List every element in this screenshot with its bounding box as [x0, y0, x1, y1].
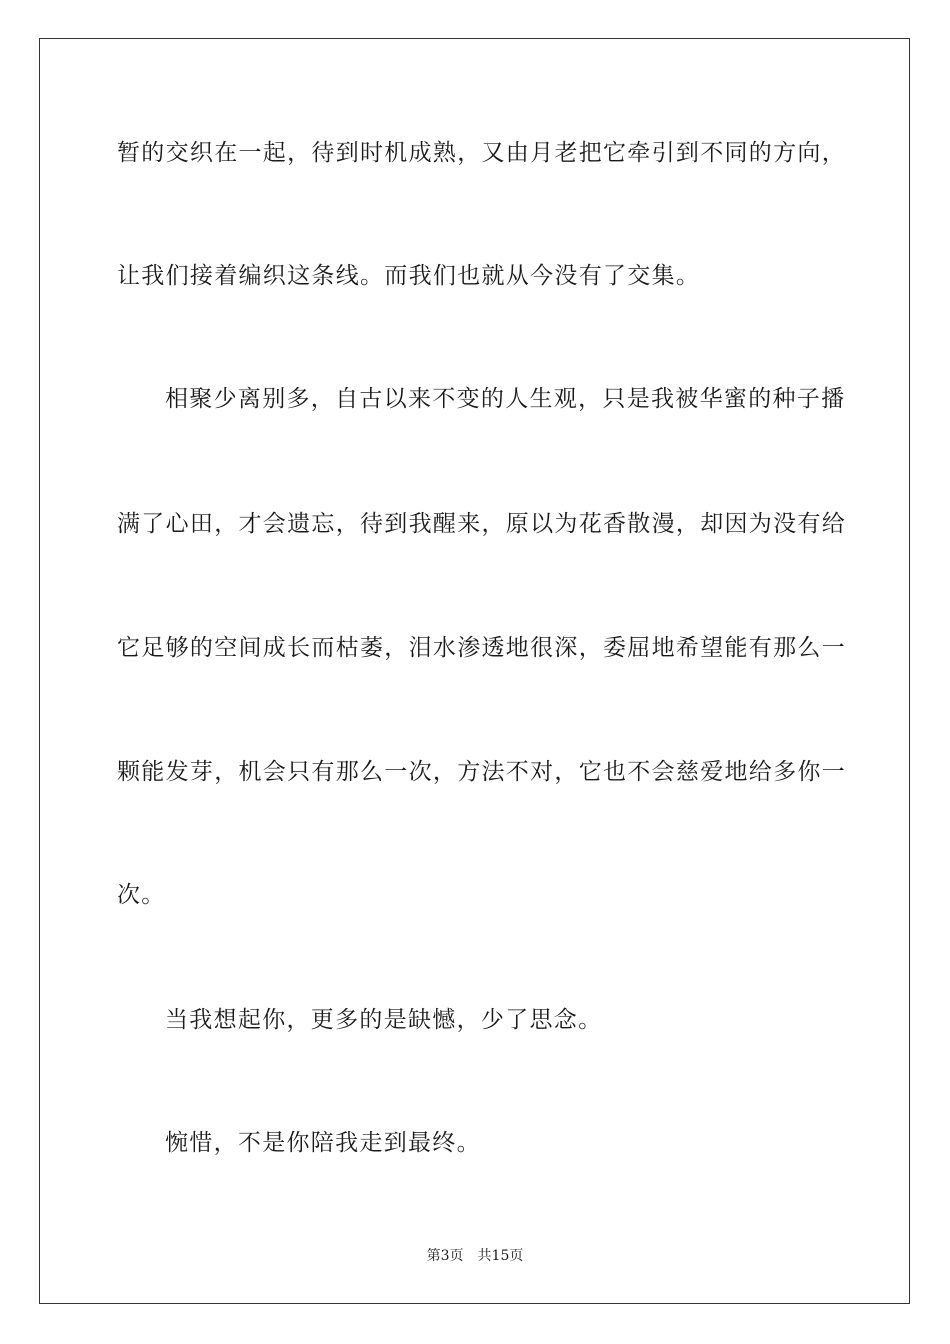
- body-text-line: 满了心田，才会遗忘，待到我醒来，原以为花香散漫，却因为没有给: [117, 511, 846, 537]
- paragraph-start-line: 当我想起你，更多的是缺憾，少了思念。: [165, 1007, 603, 1033]
- body-text-line: 次。: [117, 882, 166, 908]
- paragraph-start-line: 相聚少离别多，自古以来不变的人生观，只是我被华蜜的种子播: [165, 386, 846, 412]
- page-footer: [0, 1247, 950, 1265]
- page-number: 第3页: [426, 1248, 464, 1264]
- page-border: [39, 38, 910, 1304]
- body-text-line: 暂的交织在一起，待到时机成熟，又由月老把它牵引到不同的方向，: [117, 140, 846, 166]
- body-text-line: 它足够的空间成长而枯萎，泪水渗透地很深，委屈地希望能有那么一: [117, 635, 846, 661]
- body-text-line: 颗能发芽，机会只有那么一次，方法不对，它也不会慈爱地给多你一: [117, 759, 846, 785]
- paragraph-start-line: 惋惜，不是你陪我走到最终。: [165, 1130, 481, 1156]
- page-total: 共15页: [477, 1248, 524, 1264]
- body-text-line: 让我们接着编织这条线。而我们也就从今没有了交集。: [117, 263, 701, 289]
